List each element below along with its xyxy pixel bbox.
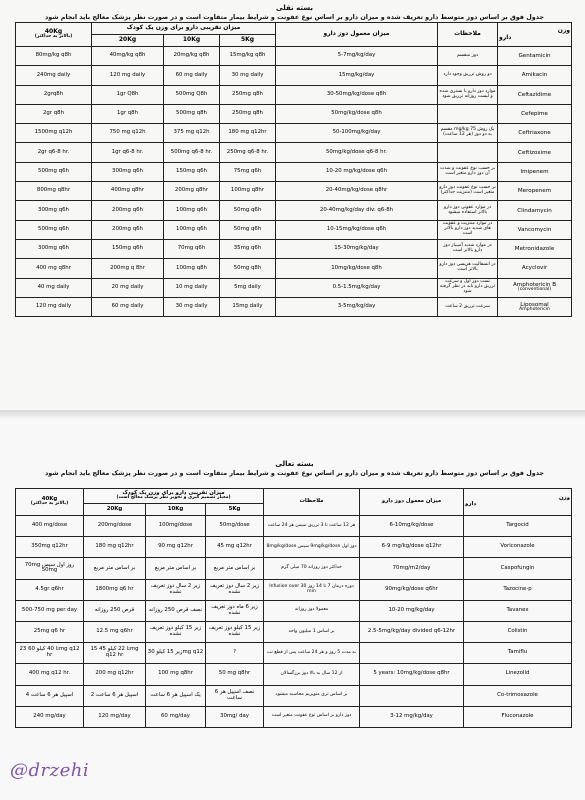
table-row xyxy=(16,537,572,558)
dose-40kg: 300mg q6h xyxy=(16,201,92,220)
drug-name-sub: Amphotericin xyxy=(519,306,550,312)
drug-name-cell xyxy=(464,537,572,558)
watermark: @drzehi xyxy=(10,760,90,781)
table-row xyxy=(16,85,572,104)
dose-40kg: 70mg روز اول سپس 50mg xyxy=(16,558,84,579)
drug-name-cell xyxy=(498,85,572,104)
page-1-title: بسته نقلی xyxy=(276,4,313,12)
drug-name: Linezolid xyxy=(505,670,530,677)
table-row xyxy=(16,278,572,297)
dose-10kg: 90 mg q12hr xyxy=(146,537,206,558)
usual-dose-cell: 10-15mg/kg/dose q6h xyxy=(276,220,438,239)
drug-name: Amphotericin B xyxy=(512,282,557,289)
drug-name-cell xyxy=(498,162,572,181)
notes-cell: در انسفالیت هرپسی دوز دارو بالاتر است xyxy=(438,259,498,278)
table-row xyxy=(16,182,572,201)
page-1-intro xyxy=(14,4,575,21)
dose-40kg: 500mg q6h xyxy=(16,220,92,239)
usual-dose-cell: 30-50mg/kg/dose q8h xyxy=(276,85,438,104)
dose-5kg: 250mg q8h xyxy=(220,104,276,123)
drug-name-cell xyxy=(464,643,572,664)
drug-name-cell xyxy=(498,220,572,239)
notes-cell: دو روش تزریق وجود دارد xyxy=(438,66,498,85)
approx-dose-header-2: میزان تقریبی دارو برای وزن یک کودک xyxy=(122,489,225,496)
dose-40kg: 2gr q8h xyxy=(16,104,92,123)
dose-10kg: 500mg q8h xyxy=(164,104,220,123)
usual-dose-cell: 3-5mg/kg/day xyxy=(276,297,438,316)
dose-40kg: 2gr q6-8 hr. xyxy=(16,143,92,162)
dose-5kg: 250mg q8h xyxy=(220,85,276,104)
weight-10-header: 10Kg xyxy=(164,35,220,47)
drug-header: دارو xyxy=(499,33,512,41)
dose-40kg: 350mg q12hr xyxy=(16,537,84,558)
dose-5kg: 50mg/dose xyxy=(206,516,264,537)
notes-cell: بر اساس تری متوپریم محاسبه میشود xyxy=(264,685,360,706)
notes-cell: به مدت 5 روز و هر 24 ساعت پس از قطع تب xyxy=(264,643,360,664)
table-row xyxy=(16,706,572,727)
drug-name-cell xyxy=(498,278,572,297)
drug-name: Gentamicin xyxy=(518,53,551,60)
notes-header-2: ملاحظات xyxy=(264,489,360,516)
dose-10kg: نصف قرص 250 روزانه xyxy=(146,600,206,621)
drug-name-cell xyxy=(464,685,572,706)
dose-5kg: 15mg daily xyxy=(220,297,276,316)
dose-5kg: 100mg q8hr xyxy=(220,182,276,201)
dose-20kg: 1gr q6-8 hr. xyxy=(92,143,164,162)
dose-10kg: 10 mg daily xyxy=(164,278,220,297)
notes-header: ملاحظات xyxy=(438,23,498,47)
dose-10kg: 100mg q6h xyxy=(164,201,220,220)
dose-40kg: 2grq8h xyxy=(16,85,92,104)
drug-name: Fluconazole xyxy=(501,712,534,719)
drug-name-cell xyxy=(498,239,572,258)
page-2-subtitle: جدول فوق بر اساس دوز متوسط دارو تعریف شده و میزان دارو بر اساس نوع عفونت و شرایط بیمار متفاوت است و در صورت نظر پزشک معالج باید انجام شود xyxy=(44,469,545,478)
dose-40kg: 80mg/kg q8h xyxy=(16,47,92,66)
notes-cell: دوز اول 9mg/kg/dose سپس 8mg/kg/dose xyxy=(264,537,360,558)
notes-cell: بر حسب نوع عفونت دوز دارو متغیر است (مننژیت حداکثر) xyxy=(438,182,498,201)
dose-40kg: 23 تا 40 کیلو 60mg q12 hr xyxy=(16,643,84,664)
dose-10kg: زیر 15 کیلو 30mg q12 xyxy=(146,643,206,664)
drug-name: Targocid xyxy=(506,522,529,529)
drug-name: Amikacin xyxy=(521,72,548,79)
dose-5kg: 75mg q6h xyxy=(220,162,276,181)
notes-cell: بر حسب نوع عفونت و شدت آن دوز دارو متغیر است xyxy=(438,162,498,181)
weight-20-header-2: 20Kg xyxy=(84,504,146,516)
table-row xyxy=(16,124,572,143)
usual-dose-cell: 5 years: 10mg/kg/dose q8hr xyxy=(360,664,464,685)
dose-5kg: 45 mg q12hr xyxy=(206,537,264,558)
dose-10kg: 500mg Q8h xyxy=(164,85,220,104)
dose-5kg: 50 mg q8hr xyxy=(206,664,264,685)
table-row xyxy=(16,558,572,579)
notes-cell: تست دوز اول و سرعت تزریق دارو باید در نظر گرفته شود xyxy=(438,278,498,297)
notes-cell: دوز دارو بر اساس نوع عفونت متغیر است xyxy=(264,706,360,727)
dose-20kg: 400mg q8hr xyxy=(92,182,164,201)
dose-20kg: 200mg/dose xyxy=(84,516,146,537)
dose-10kg: 70mg q6h xyxy=(164,239,220,258)
dose-40kg: 400 mg/dose xyxy=(16,516,84,537)
dose-20kg: 200mg q6h xyxy=(92,201,164,220)
drug-name: Vancomycin xyxy=(517,226,552,233)
dose-5kg: زیر 6 ماه دوز تعریف نشده xyxy=(206,600,264,621)
drug-name: Ceftazidime xyxy=(517,91,552,98)
drug-name: Tazocine-p xyxy=(503,585,532,592)
dose-20kg: 750 mg q12h xyxy=(92,124,164,143)
table-row xyxy=(16,239,572,258)
dose-20kg: 20 mg daily xyxy=(92,278,164,297)
drug-name: Liposomal xyxy=(520,301,549,308)
usual-dose-cell: 10mg/kg/dose q8h xyxy=(276,259,438,278)
notes-cell: هر 12 ساعت تا 3 تزریق سپس هر 24 ساعت xyxy=(264,516,360,537)
dose-5kg: نصف اسپیل هر 6 ساعت xyxy=(206,685,264,706)
dose-10kg: 20mg/kg q8h xyxy=(164,47,220,66)
drug-name-cell xyxy=(464,579,572,600)
weight-20-header: 20Kg xyxy=(92,35,164,47)
dose-40kg: 500-750 mg per day xyxy=(16,600,84,621)
usual-dose-cell: 50mg/kg/dose q8h xyxy=(276,104,438,123)
dose-20kg: 200mg q6h xyxy=(92,220,164,239)
table-row xyxy=(16,600,572,621)
page-2-intro xyxy=(14,460,575,477)
drug-name-cell xyxy=(498,143,572,162)
dose-40kg: 400 mg q12 hr. xyxy=(16,664,84,685)
weight-10-header-2: 10Kg xyxy=(146,504,206,516)
usual-dose-cell: 15mg/kg/day xyxy=(276,66,438,85)
notes-cell: در موارد عفونی دوز دارو بالاتر استفاده میشود xyxy=(438,201,498,220)
drug-name-cell xyxy=(498,47,572,66)
dose-40kg: 500mg q6h xyxy=(16,162,92,181)
weight-corner-label-2: وزن xyxy=(558,495,571,502)
notes-cell xyxy=(438,143,498,162)
dose-10kg: 100mg q8h xyxy=(164,259,220,278)
dose-40kg: 1500mg q12h xyxy=(16,124,92,143)
dosage-table-2: 40Kg (بالاتر به حداکثر) میزان تقریبی دارو برای وزن یک کودک (معیار تصمیم گیری و تجویز نظر پزشک معالج است) ملاحظات میزان معمول دوز دارو وزن دارو 20Kg 10Kg 5Kg 400 mg/dose 200mg/dose 100mg/dose 50mg/dose هر 12 ساعت تا 3 تزریق سپس هر 24 ساعت 6-10mg/kg/dose Targocid 350mg q12hr 180 mg q12hr 90 mg q12hr 45 mg q12hr دوز اول 9mg/kg/dose سپس 8mg/kg/dose 6-9 mg/kg/dose q12hr Voriconazole 70mg روز اول سپس 50mg بر اساس متر مربع بر اساس متر مربع بر اساس متر مربع حداکثر دوز روزانه 70 میلی گرم 70mg/m2/day Caspofungin 4.5gr q6hr 1800mg q6 hr زیر 2 سال دوز تعریف نشده زیر 2 سال دوز تعریف نشده دوره درمان 7 تا 14 روز Infusion over 30 min 90mg/kg/dose q6hr Tazocine-p 500-750 mg per day قرص 250 روزانه نصف قرص 250 روزانه زیر 6 ماه دوز تعریف نشده معمولا دوز روزانه 10-20 mg/kg/day Tavanex 25mg q6 hr 12.5 mg q6hr زیر 15 کیلو دوز تعریف نشده زیر 15 کیلو دوز تعریف نشده بر اساس 1 میلیون واحد 2.5-5mg/kg/day divided q6-12hr Colistin 23 تا 40 کیلو 60mg q12 hr 15 تا 22 کیلو 45mg q12 hr زیر 15 کیلو 30mg q12 ? به مدت 5 روز و هر 24 ساعت پس از قطع تب Tamiflu 400 mg q12 hr. 200 mg q12hr 100 mg q8hr 50 mg q8hr از 12 سال به بالا دوز بزرگسالان 5 years: 10mg/kg/dose q8hr Linezolid 4 اسپیل هر 6 ساعت 2 اسپیل هر 6 ساعت یک اسپیل هر 6 ساعت نصف اسپیل هر 6 ساعت بر اساس تری متوپریم محاسبه میشود Co-trimoxazole 240 mg/day 120 mg/day 60 mg/day 30mg/ day دوز دارو بر اساس نوع عفونت متغیر است 3-12 mg/kg/day Fluconazole xyxy=(15,488,572,728)
table-row xyxy=(16,143,572,162)
drug-name: Imipenem xyxy=(520,168,549,175)
notes-cell: موارد دوز دارو با بستری شده و لیست روزانه تزریق شود xyxy=(438,85,498,104)
drug-name-cell xyxy=(498,182,572,201)
usual-dose-cell: 20-40mg/kg/day div: q6-8h xyxy=(276,201,438,220)
weight-40-header-2: 40Kg xyxy=(41,495,58,502)
dose-20kg: 150mg q6h xyxy=(92,239,164,258)
dose-10kg: زیر 2 سال دوز تعریف نشده xyxy=(146,579,206,600)
table-row xyxy=(16,220,572,239)
drug-name: Voriconazole xyxy=(500,543,535,550)
drug-name: Ceftriaxone xyxy=(518,130,551,137)
dose-20kg: 60 mg daily xyxy=(92,297,164,316)
table-row xyxy=(16,685,572,706)
drug-name-cell xyxy=(498,297,572,316)
drug-name: Clindamycin xyxy=(517,207,552,214)
dose-10kg: بر اساس متر مربع xyxy=(146,558,206,579)
table-row xyxy=(16,201,572,220)
usual-dose-header-2: میزان معمول دوز دارو xyxy=(360,489,464,516)
drug-name: Acyclovir xyxy=(521,265,548,272)
drug-name: Ceftizoxime xyxy=(518,149,551,156)
usual-dose-cell: 10-20 mg/kg/day xyxy=(360,600,464,621)
notes-cell: یک روش 75 mg/kg مقسم به دو دوز (هر 12 ساعت) xyxy=(438,124,498,143)
drug-name: Meropenem xyxy=(517,188,552,195)
dose-20kg: 200 mg q12hr xyxy=(84,664,146,685)
dose-5kg: 35mg q6h xyxy=(220,239,276,258)
dose-40kg: 400 mg q8hr xyxy=(16,259,92,278)
dosage-table-1: 40Kg (بالاتر به حداکثر) میزان تقریبی دارو برای وزن یک کودک میزان معمول دوز دارو ملاحظات وزن دارو 20Kg 10Kg 5Kg 80mg/kg q8h 40mg/kg q8h 20mg/kg q8h 15mg/kg q8h 5-7mg/kg/day دوز منقسم Gentamicin 240mg daily 120 mg daily 60 mg daily 30 mg daily 15mg/kg/day دو روش تزریق وجود دارد Amikacin 2grq8h 1gr Q8h 500mg Q8h 250mg q8h 30-50mg/kg/dose q8h موارد دوز دارو با بستری شده و لیست روزانه تزریق شود Ceftazidime 2gr q8h 1gr q8h 500mg q8h 250mg q8h 50mg/kg/dose q8h Cefepime 1500mg q12h 750 mg q12h 375 mg q12h 180 mg q12hr 50-100mg/kg/day یک روش 75 mg/kg مقسم به دو دوز (هر 12 ساعت) Ceftriaxone 2gr q6-8 hr. 1gr q6-8 hr. 500mg q6-8 hr. 250mg q6-8 hr. 50mg/kg/dose q6-8 hr. Ceftizoxime 500mg q6h 300mg q6h 150mg q6h 75mg q6h 10-20 mg/kg/dose q6h بر حسب نوع عفونت و شدت آن دوز دارو متغیر است Imipenem 800mg q8hr 400mg q8hr 200mg q8hr 100mg q8hr 20-40mg/kg/dose q8hr بر حسب نوع عفونت دوز دارو متغیر است (مننژیت حداکثر) Meropenem 300mg q6h 200mg q6h 100mg q6h 50mg q6h 20-40mg/kg/day div: q6-8h در موارد عفونی دوز دارو بالاتر استفاده میشود Clindamycin 500mg q6h 200mg q6h 100mg q6h 50mg q6h 10-15mg/kg/dose q6h در موارد مننژیت و عفونت های شدید دوز دارو بالاتر است Vancomycin 300mg q6h 150mg q6h 70mg q6h 35mg q6h 15-30mg/kg/day در موارد شدید آمیبیاز دوز دارو بالاتر است Metronidazole 400 mg q8hr 200mg q 8hr 100mg q8h 50mg q8h 10mg/kg/dose q8h در انسفالیت هرپسی دوز دارو بالاتر است Acyclovir 40 mg daily 20 mg daily 10 mg daily 5mg daily 0.5-1.5mg/kg/day تست دوز اول و سرعت تزریق دارو باید در نظر گرفته شود Amphotericin B (conventional) 120 mg daily 60 mg daily 30 mg daily 15mg daily 3-5mg/kg/day سرعت تزریق 2 ساعت Liposomal Amphotericin xyxy=(15,22,572,317)
drug-name-cell xyxy=(498,124,572,143)
drug-name-cell xyxy=(498,66,572,85)
dose-5kg: 30mg/ day xyxy=(206,706,264,727)
dose-10kg: 500mg q6-8 hr. xyxy=(164,143,220,162)
dose-20kg: 1gr Q8h xyxy=(92,85,164,104)
dose-5kg: 5mg daily xyxy=(220,278,276,297)
dose-5kg: بر اساس متر مربع xyxy=(206,558,264,579)
usual-dose-cell: 15-30mg/kg/day xyxy=(276,239,438,258)
dose-40kg: 800mg q8hr xyxy=(16,182,92,201)
dose-10kg: 100mg q6h xyxy=(164,220,220,239)
dose-10kg: 150mg q6h xyxy=(164,162,220,181)
table-row xyxy=(16,516,572,537)
table-row xyxy=(16,297,572,316)
usual-dose-cell: 6-10mg/kg/dose xyxy=(360,516,464,537)
weight-40-header: 40Kg xyxy=(44,27,63,35)
dose-10kg: 200mg q8hr xyxy=(164,182,220,201)
usual-dose-cell: 10-20 mg/kg/dose q6h xyxy=(276,162,438,181)
drug-name-cell xyxy=(464,600,572,621)
dose-20kg: قرص 250 روزانه xyxy=(84,600,146,621)
dose-20kg: 120 mg/day xyxy=(84,706,146,727)
dose-20kg: 15 تا 22 کیلو 45mg q12 hr xyxy=(84,643,146,664)
dose-10kg: 100 mg q8hr xyxy=(146,664,206,685)
dose-10kg: 375 mg q12h xyxy=(164,124,220,143)
dose-20kg: 1800mg q6 hr xyxy=(84,579,146,600)
dose-10kg: 30 mg daily xyxy=(164,297,220,316)
dose-20kg: 12.5 mg q6hr xyxy=(84,621,146,642)
dose-40kg: 300mg q6h xyxy=(16,239,92,258)
notes-cell: حداکثر دوز روزانه 70 میلی گرم xyxy=(264,558,360,579)
usual-dose-cell: 0.5-1.5mg/kg/day xyxy=(276,278,438,297)
usual-dose-cell: 3-12 mg/kg/day xyxy=(360,706,464,727)
dose-20kg: 2 اسپیل هر 6 ساعت xyxy=(84,685,146,706)
drug-name: Cefepime xyxy=(521,111,548,118)
table-row xyxy=(16,664,572,685)
dose-10kg: 100mg/dose xyxy=(146,516,206,537)
dose-5kg: 30 mg daily xyxy=(220,66,276,85)
notes-cell xyxy=(438,104,498,123)
usual-dose-cell: 70mg/m2/day xyxy=(360,558,464,579)
usual-dose-cell: 5-7mg/kg/day xyxy=(276,47,438,66)
drug-name: Tavanex xyxy=(506,606,529,613)
dose-5kg: زیر 2 سال دوز تعریف نشده xyxy=(206,579,264,600)
drug-name: Tamiflu xyxy=(507,649,528,656)
dose-40kg: 240mg daily xyxy=(16,66,92,85)
drug-name: Caspofungin xyxy=(500,564,535,571)
dose-40kg: 240 mg/day xyxy=(16,706,84,727)
dose-5kg: 15mg/kg q8h xyxy=(220,47,276,66)
drug-name-cell xyxy=(464,706,572,727)
page-2-title: بسته تعالی xyxy=(275,460,314,468)
usual-dose-cell xyxy=(360,643,464,664)
notes-cell: دوز منقسم xyxy=(438,47,498,66)
table-row xyxy=(16,621,572,642)
notes-cell: در موارد مننژیت و عفونت های شدید دوز دارو بالاتر است xyxy=(438,220,498,239)
weight-5-header-2: 5Kg xyxy=(206,504,264,516)
dose-10kg: 60 mg daily xyxy=(164,66,220,85)
notes-cell: بر اساس 1 میلیون واحد xyxy=(264,621,360,642)
weight-corner-label: وزن xyxy=(557,27,571,35)
dose-20kg: 180 mg q12hr xyxy=(84,537,146,558)
dose-20kg: 200mg q 8hr xyxy=(92,259,164,278)
table-row xyxy=(16,643,572,664)
table-row xyxy=(16,47,572,66)
weight-5-header: 5Kg xyxy=(220,35,276,47)
dose-5kg: زیر 15 کیلو دوز تعریف نشده xyxy=(206,621,264,642)
dose-5kg: 50mg q8h xyxy=(220,259,276,278)
dose-5kg: ? xyxy=(206,643,264,664)
table-row xyxy=(16,66,572,85)
usual-dose-cell xyxy=(360,685,464,706)
notes-cell: از 12 سال به بالا دوز بزرگسالان xyxy=(264,664,360,685)
drug-name-cell xyxy=(464,664,572,685)
drug-name-cell xyxy=(498,201,572,220)
page-1-subtitle: جدول فوق بر اساس دوز متوسط دارو تعریف شده و میزان دارو بر اساس نوع عفونت و شرایط بیمار متفاوت است و در صورت نظر پزشک معالج باید انجام شود xyxy=(44,13,545,22)
table-row xyxy=(16,259,572,278)
dose-40kg: 4.5gr q6hr xyxy=(16,579,84,600)
notes-cell: در موارد شدید آمیبیاز دوز دارو بالاتر است xyxy=(438,239,498,258)
dose-40kg: 4 اسپیل هر 6 ساعت xyxy=(16,685,84,706)
table-row xyxy=(16,579,572,600)
dose-5kg: 50mg q6h xyxy=(220,201,276,220)
usual-dose-cell: 2.5-5mg/kg/day divided q6-12hr xyxy=(360,621,464,642)
notes-cell: معمولا دوز روزانه xyxy=(264,600,360,621)
drug-name-cell xyxy=(464,516,572,537)
approx-dose-header: میزان تقریبی دارو برای وزن یک کودک xyxy=(92,23,276,35)
table-row xyxy=(16,104,572,123)
notes-cell: سرعت تزریق 2 ساعت xyxy=(438,297,498,316)
drug-name-sub: (conventional) xyxy=(517,287,552,293)
dose-40kg: 25mg q6 hr xyxy=(16,621,84,642)
usual-dose-cell: 50mg/kg/dose q6-8 hr. xyxy=(276,143,438,162)
dose-10kg: 60 mg/day xyxy=(146,706,206,727)
usual-dose-cell: 90mg/kg/dose q6hr xyxy=(360,579,464,600)
dose-20kg: 40mg/kg q8h xyxy=(92,47,164,66)
drug-header-2: دارو xyxy=(465,501,477,507)
dose-10kg: زیر 15 کیلو دوز تعریف نشده xyxy=(146,621,206,642)
dose-5kg: 250mg q6-8 hr. xyxy=(220,143,276,162)
dose-20kg: 120 mg daily xyxy=(92,66,164,85)
usual-dose-cell: 20-40mg/kg/dose q8hr xyxy=(276,182,438,201)
dose-10kg: یک اسپیل هر 6 ساعت xyxy=(146,685,206,706)
drug-name-cell xyxy=(498,104,572,123)
drug-name: Colistin xyxy=(507,628,528,635)
usual-dose-header: میزان معمول دوز دارو xyxy=(323,30,390,38)
dose-5kg: 180 mg q12hr xyxy=(220,124,276,143)
notes-cell: دوره درمان 7 تا 14 روز Infusion over 30 min xyxy=(264,579,360,600)
usual-dose-cell: 50-100mg/kg/day xyxy=(276,124,438,143)
usual-dose-cell: 6-9 mg/kg/dose q12hr xyxy=(360,537,464,558)
drug-name-cell xyxy=(464,558,572,579)
drug-name-cell xyxy=(464,621,572,642)
dose-40kg: 120 mg daily xyxy=(16,297,92,316)
dose-20kg: بر اساس متر مربع xyxy=(84,558,146,579)
dose-5kg: 50mg q6h xyxy=(220,220,276,239)
dose-40kg: 40 mg daily xyxy=(16,278,92,297)
drug-name-cell xyxy=(498,259,572,278)
drug-name: Co-trimoxazole xyxy=(497,691,538,698)
dose-20kg: 1gr q8h xyxy=(92,104,164,123)
table-row xyxy=(16,162,572,181)
dose-20kg: 300mg q6h xyxy=(92,162,164,181)
drug-name: Metronidazole xyxy=(514,246,555,253)
